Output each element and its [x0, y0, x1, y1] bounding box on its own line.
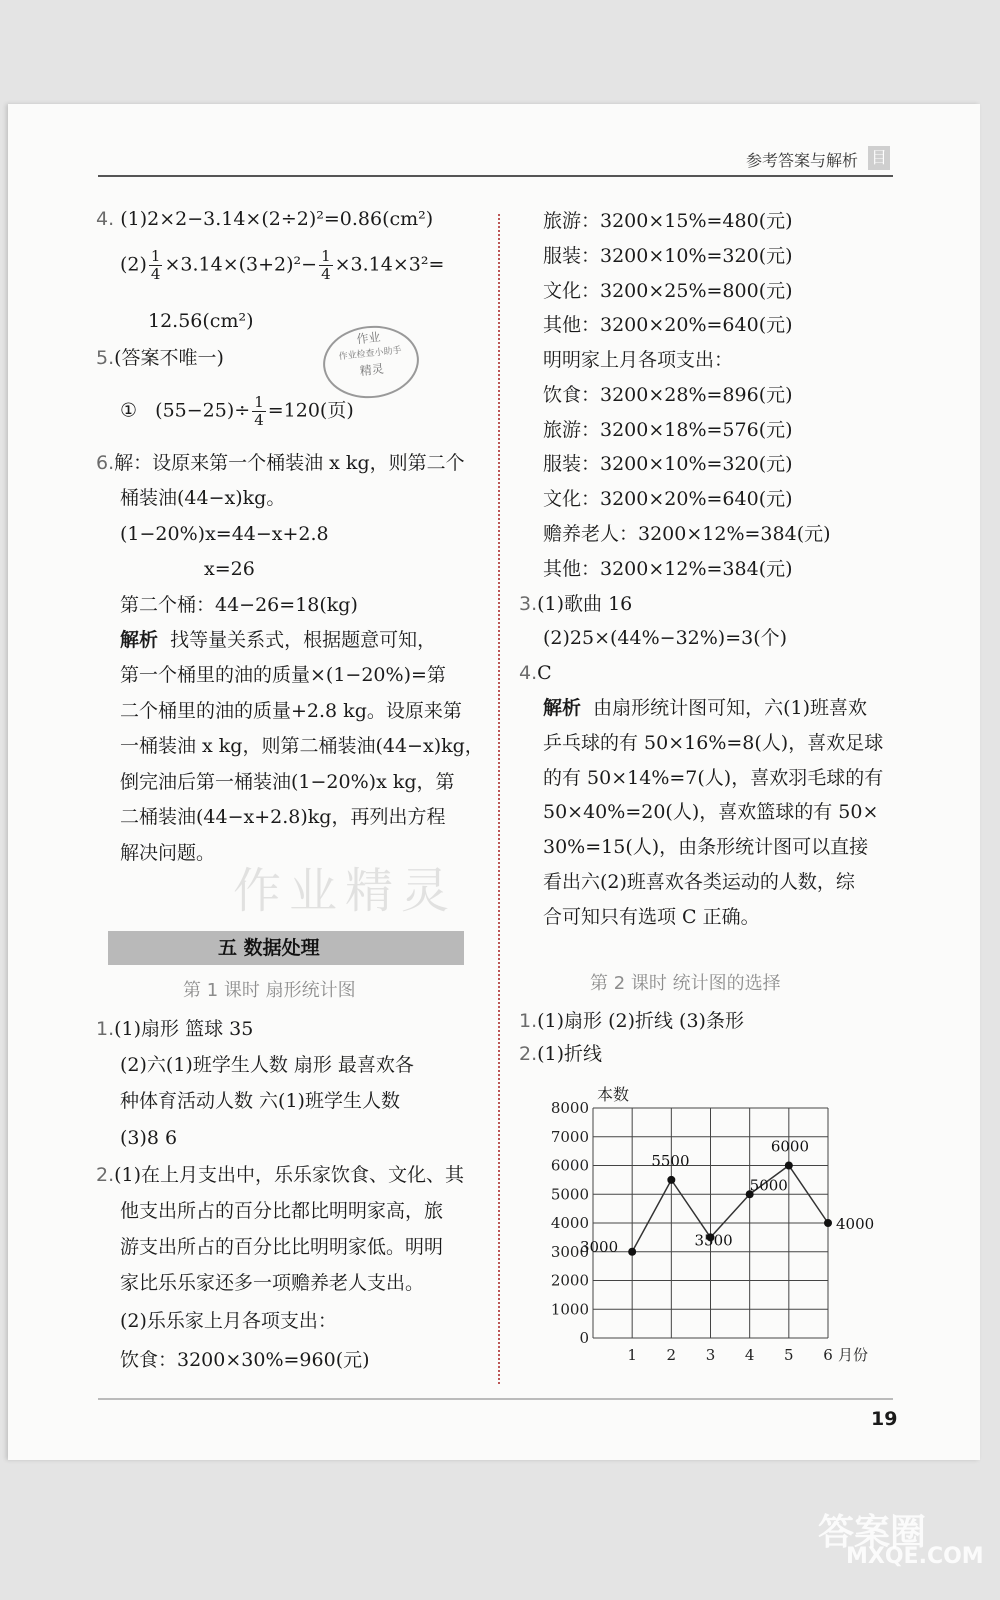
page-number: 19: [871, 1408, 898, 1430]
r-q4-analysis-3: 50×40%=20(人)，喜欢篮球的有 50×: [543, 801, 879, 823]
q6-line-1: 桶装油(44−x)kg。: [120, 487, 286, 509]
watermark-url: MXQE.COM: [846, 1544, 984, 1569]
x-tick-label: 3: [705, 1346, 716, 1364]
l1q2-line-1: 他支出所占的百分比都比明明家高，旅: [120, 1200, 444, 1222]
header-label: 参考答案与解析: [746, 151, 859, 170]
q4-part1: 4. (1)2×2−3.14×(2÷2)²=0.86(cm²): [96, 208, 434, 230]
data-point: [824, 1219, 832, 1227]
y-axis-label: 本数: [597, 1085, 630, 1104]
r-q4-analysis-4: 30%=15(人)，由条形统计图可以直接: [543, 836, 869, 858]
r-q4-analysis-5: 看出六(2)班喜欢各类运动的人数，综: [543, 871, 855, 893]
x-tick-label: 2: [666, 1346, 677, 1364]
y-tick-label: 3000: [550, 1242, 589, 1261]
l1q2-line-2: 游支出所占的百分比比明明家低。明明: [120, 1236, 444, 1258]
r-q4-analysis-6: 合可知只有选项 C 正确。: [543, 906, 760, 928]
data-point: [785, 1162, 793, 1170]
fraction-one-quarter: $\frac{1}{4}$: [321, 247, 331, 283]
r-q4-analysis-1: 乒乓球的有 50×16%=8(人)，喜欢足球: [543, 732, 884, 754]
x-tick-label: 6: [823, 1346, 833, 1364]
q6-line-3: x=26: [204, 558, 255, 580]
fraction-one-quarter: $\frac{1}{4}$: [150, 247, 161, 283]
lesson1-title: 第 1 课时 扇形统计图: [183, 980, 356, 1001]
header-book-icon: 目: [868, 146, 890, 170]
r-q4-analysis-2: 的有 50×14%=7(人)，喜欢羽毛球的有: [543, 767, 884, 789]
x-tick-label: 5: [784, 1346, 794, 1364]
right-line-9: 赡养老人：3200×12%=384(元): [543, 523, 831, 545]
right-line-4: 明明家上月各项支出：: [543, 349, 734, 371]
column-divider: [498, 214, 500, 1384]
y-tick-label: 8000: [550, 1099, 589, 1117]
l1q1-line-3: (3)8 6: [120, 1127, 178, 1149]
q6-analysis-2: 二个桶里的油的质量+2.8 kg。设原来第: [120, 700, 462, 722]
l1q2-line-0: 2.(1)在上月支出中，乐乐家饮食、文化、其: [96, 1164, 465, 1186]
data-point: [628, 1248, 636, 1256]
data-label: 3500: [694, 1231, 733, 1250]
q6-analysis-4: 倒完油后第一桶装油(1−20%)x kg，第: [120, 771, 455, 793]
q4-part2: (2) $\frac{1}{4}$ ×3.14×(3+2)²− $\frac{1}{4}$ ×3.14×3²=: [120, 247, 445, 283]
y-tick-label: 7000: [550, 1127, 589, 1146]
right-line-1: 服装：3200×10%=320(元): [543, 245, 793, 267]
watermark-logo: 答案圈: [818, 1512, 927, 1553]
watermark: 作业精灵: [233, 863, 458, 919]
header-rule: [98, 175, 893, 177]
l1q1-line-0: 1.(1)扇形 篮球 35: [96, 1018, 254, 1040]
data-point: [667, 1176, 675, 1184]
y-tick-label: 6000: [550, 1156, 589, 1175]
q6-line-0: 6.解：设原来第一个桶装油 x kg，则第二个: [96, 452, 465, 474]
q6-line-2: (1−20%)x=44−x+2.8: [120, 523, 329, 545]
right-line-7: 服装：3200×10%=320(元): [543, 453, 793, 475]
lesson2-title: 第 2 课时 统计图的选择: [590, 973, 781, 994]
q4-part2-result: 12.56(cm²): [148, 310, 254, 332]
right-line-6: 旅游：3200×18%=576(元): [543, 419, 793, 441]
right-line-0: 旅游：3200×15%=480(元): [543, 210, 793, 232]
q6-analysis-1: 第一个桶里的油的质量×(1−20%)=第: [120, 664, 446, 686]
r-q4-analysis-0: 解析 由扇形统计图可知，六(1)班喜欢: [543, 697, 868, 719]
data-label: 3000: [579, 1237, 619, 1256]
right-line-3: 其他：3200×20%=640(元): [543, 314, 793, 336]
data-label: 5500: [651, 1151, 690, 1170]
section-title: 五 数据处理: [218, 937, 320, 959]
stamp-logo: 作业 作业检查小助手 精灵: [319, 321, 422, 403]
data-label: 5000: [749, 1176, 788, 1195]
data-label: 6000: [770, 1137, 810, 1156]
l1q2-line-4: (2)乐乐家上月各项支出：: [120, 1310, 337, 1332]
section-banner: [108, 931, 464, 965]
l2q1: 1.(1)扇形 (2)折线 (3)条形: [519, 1010, 744, 1032]
y-tick-label: 0: [579, 1329, 589, 1347]
l1q2-line-5: 饮食：3200×30%=960(元): [120, 1349, 370, 1371]
x-tick-label: 4: [744, 1346, 755, 1364]
q6-analysis-0: 解析 找等量关系式，根据题意可知，: [120, 629, 437, 651]
data-label: 4000: [836, 1215, 875, 1233]
right-line-10: 其他：3200×12%=384(元): [543, 558, 793, 580]
q5-note: 5.(答案不唯一): [96, 347, 224, 369]
q5-expression: ① (55−25)÷ $\frac{1}{4}$ =120(页): [120, 393, 354, 429]
l1q1-line-1: (2)六(1)班学生人数 扇形 最喜欢各: [120, 1054, 414, 1076]
x-axis-label: 月份: [838, 1346, 869, 1364]
r-q4-answer: 4.C: [519, 662, 552, 684]
y-tick-label: 5000: [550, 1185, 589, 1204]
q6-analysis-3: 一桶装油 x kg，则第二桶装油(44−x)kg，: [120, 735, 484, 757]
books-line-chart: [523, 1074, 893, 1374]
y-tick-label: 1000: [550, 1300, 589, 1319]
page: [8, 104, 984, 1569]
x-tick-label: 1: [627, 1346, 637, 1364]
r-q3-line-1: (2)25×(44%−32%)=3(个): [543, 627, 788, 649]
y-tick-label: 4000: [550, 1214, 589, 1232]
footer-rule: [98, 1398, 893, 1400]
q6-analysis-6: 解决问题。: [120, 842, 216, 864]
right-line-8: 文化：3200×20%=640(元): [543, 488, 793, 510]
r-q3-line-0: 3.(1)歌曲 16: [519, 593, 633, 615]
l1q1-line-2: 种体育活动人数 六(1)班学生人数: [120, 1090, 400, 1112]
q6-line-4: 第二个桶：44−26=18(kg): [120, 594, 358, 616]
right-line-2: 文化：3200×25%=800(元): [543, 280, 793, 302]
l2q2: 2.(1)折线: [519, 1043, 603, 1065]
l1q2-line-3: 家比乐乐家还多一项赡养老人支出。: [120, 1272, 425, 1294]
y-tick-label: 2000: [550, 1271, 589, 1290]
right-line-5: 饮食：3200×28%=896(元): [543, 384, 793, 406]
q6-analysis-5: 二桶装油(44−x+2.8)kg，再列出方程: [120, 806, 446, 828]
